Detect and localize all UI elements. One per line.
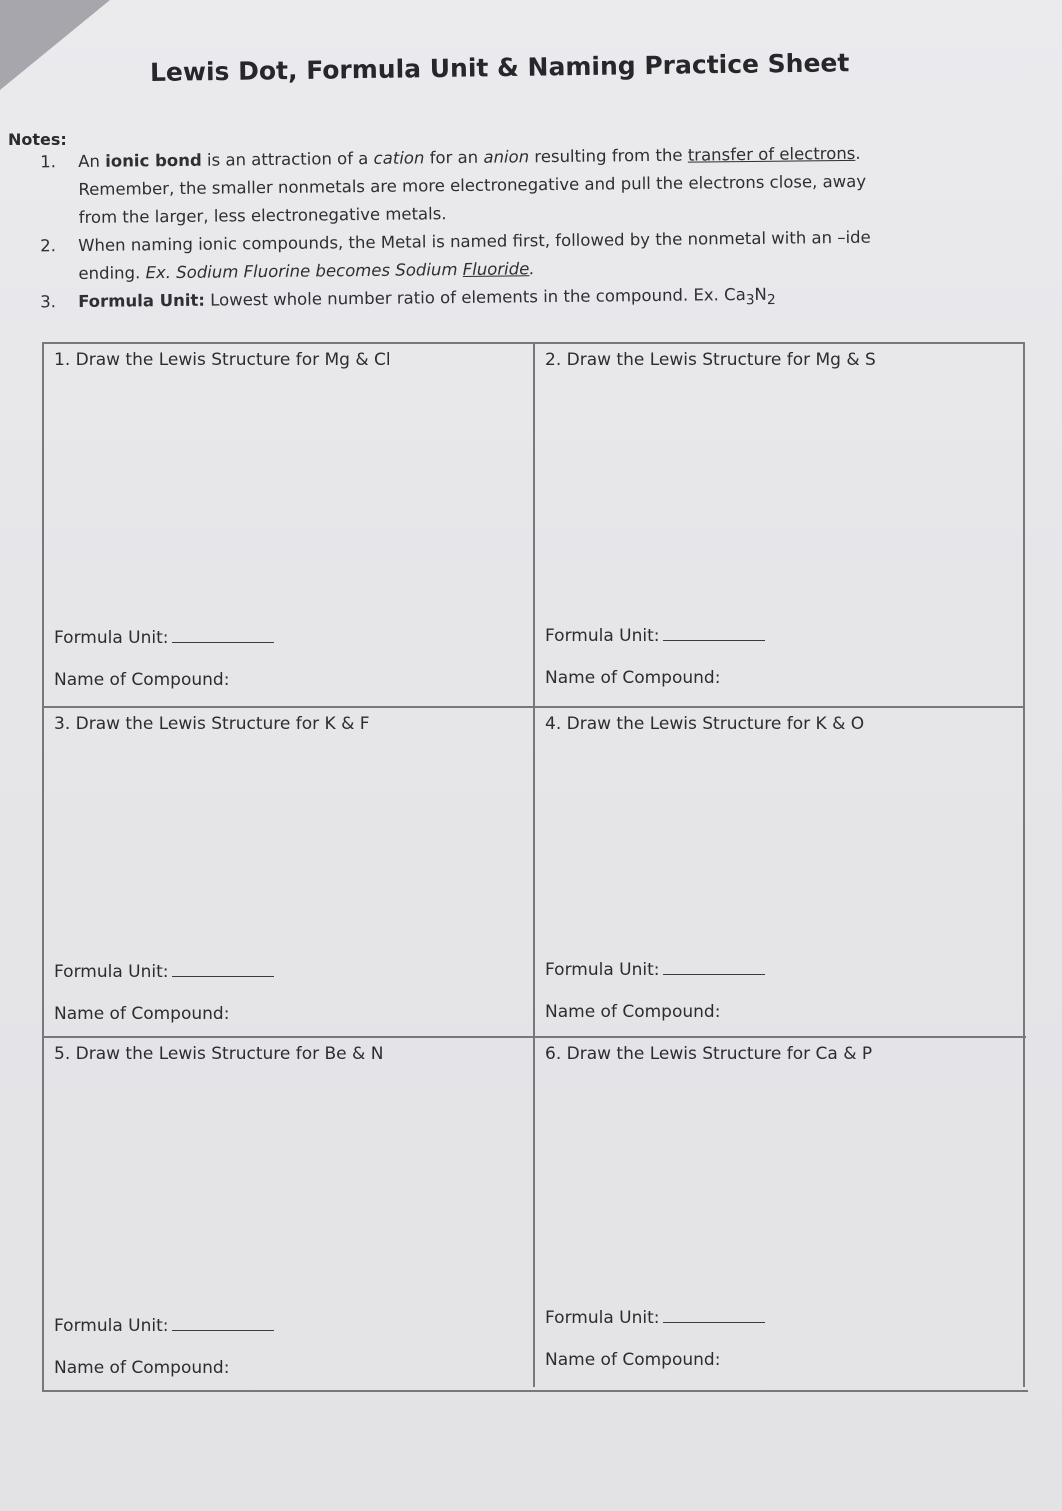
formula-unit-blank[interactable] xyxy=(663,1321,765,1323)
practice-box-6 xyxy=(533,1036,1023,1390)
note-italic-text: anion xyxy=(483,147,530,167)
compound-name-label: Name of Compound: xyxy=(54,670,230,690)
note-italic-text: . xyxy=(529,259,535,279)
compound-name-label: Name of Compound: xyxy=(545,1002,721,1022)
box-title: 6. Draw the Lewis Structure for Ca & P xyxy=(545,1044,873,1064)
compound-name-field[interactable] xyxy=(545,1350,720,1370)
note-underlined-text: Fluoride xyxy=(462,259,530,279)
compound-name-field[interactable] xyxy=(54,1358,229,1378)
note-number: 3. xyxy=(40,292,56,312)
note-3 xyxy=(40,281,776,322)
box-title: 1. Draw the Lewis Structure for Mg & Cl xyxy=(54,350,391,370)
notes-heading: Notes: xyxy=(8,130,67,149)
formula-unit-field xyxy=(54,628,274,648)
note-bold-text: ionic bond xyxy=(105,150,202,171)
formula-unit-field xyxy=(545,1308,765,1328)
note-2 xyxy=(40,224,871,288)
formula-unit-label: Formula Unit: xyxy=(545,1308,660,1328)
note-bold-text: Formula Unit: xyxy=(78,290,206,311)
grid-border-bottom xyxy=(44,1390,1028,1392)
compound-name-field[interactable] xyxy=(545,668,720,688)
compound-name-label: Name of Compound: xyxy=(54,1358,230,1378)
grid-border-right xyxy=(1023,342,1025,1387)
practice-box-1 xyxy=(42,342,533,706)
box-title: 2. Draw the Lewis Structure for Mg & S xyxy=(545,350,876,370)
compound-name-field[interactable] xyxy=(545,1002,720,1022)
practice-grid xyxy=(42,342,1026,1392)
note-text: N xyxy=(754,284,767,304)
page-title: Lewis Dot, Formula Unit & Naming Practice Sheet xyxy=(149,48,850,87)
practice-box-4 xyxy=(533,706,1023,1036)
formula-unit-blank[interactable] xyxy=(663,639,765,641)
formula-unit-label: Formula Unit: xyxy=(545,960,660,980)
box-title: 5. Draw the Lewis Structure for Be & N xyxy=(54,1044,384,1064)
note-subscript: 2 xyxy=(766,291,776,309)
note-text: ending. xyxy=(78,263,146,283)
compound-name-field[interactable] xyxy=(54,670,229,690)
note-underlined-text: transfer of electrons xyxy=(687,143,856,165)
formula-unit-field xyxy=(545,960,765,980)
formula-unit-field xyxy=(54,962,274,982)
note-1 xyxy=(40,140,867,232)
compound-name-field[interactable] xyxy=(54,1004,229,1024)
note-number: 1. xyxy=(40,152,56,172)
note-text: for an xyxy=(424,147,484,168)
formula-unit-label: Formula Unit: xyxy=(54,1316,169,1336)
note-text: resulting from the xyxy=(529,145,688,167)
formula-unit-blank[interactable] xyxy=(663,973,765,975)
formula-unit-blank[interactable] xyxy=(172,641,274,643)
note-text: . xyxy=(855,143,861,163)
note-line: Remember, the smaller nonmetals are more electronegative and pull the electrons close, away xyxy=(78,171,867,199)
note-text: is an attraction of a xyxy=(201,148,374,170)
note-text: An xyxy=(78,151,106,171)
note-line xyxy=(78,281,776,322)
formula-unit-label: Formula Unit: xyxy=(545,626,660,646)
compound-name-label: Name of Compound: xyxy=(545,668,721,688)
practice-box-2 xyxy=(533,342,1023,706)
note-number: 2. xyxy=(40,236,56,256)
formula-unit-label: Formula Unit: xyxy=(54,962,169,982)
formula-unit-field xyxy=(545,626,765,646)
note-italic-text: cation xyxy=(373,148,425,168)
note-line: from the larger, less electronegative metals. xyxy=(78,204,447,227)
note-italic-text: Ex. Sodium Fluorine becomes Sodium xyxy=(145,259,463,283)
compound-name-label: Name of Compound: xyxy=(545,1350,721,1370)
note-text: Lowest whole number ratio of elements in the compound. Ex. Ca xyxy=(204,285,746,310)
compound-name-label: Name of Compound: xyxy=(54,1004,230,1024)
note-subscript: 3 xyxy=(745,292,755,309)
box-title: 4. Draw the Lewis Structure for K & O xyxy=(545,714,865,734)
formula-unit-blank[interactable] xyxy=(172,975,274,977)
folded-corner-shadow xyxy=(0,0,110,90)
formula-unit-label: Formula Unit: xyxy=(54,628,169,648)
formula-unit-field xyxy=(54,1316,274,1336)
note-line: When naming ionic compounds, the Metal is named first, followed by the nonmetal with an –ide xyxy=(78,227,871,255)
formula-unit-blank[interactable] xyxy=(172,1329,274,1331)
box-title: 3. Draw the Lewis Structure for K & F xyxy=(54,714,370,734)
practice-box-5 xyxy=(42,1036,533,1390)
practice-box-3 xyxy=(42,706,533,1036)
